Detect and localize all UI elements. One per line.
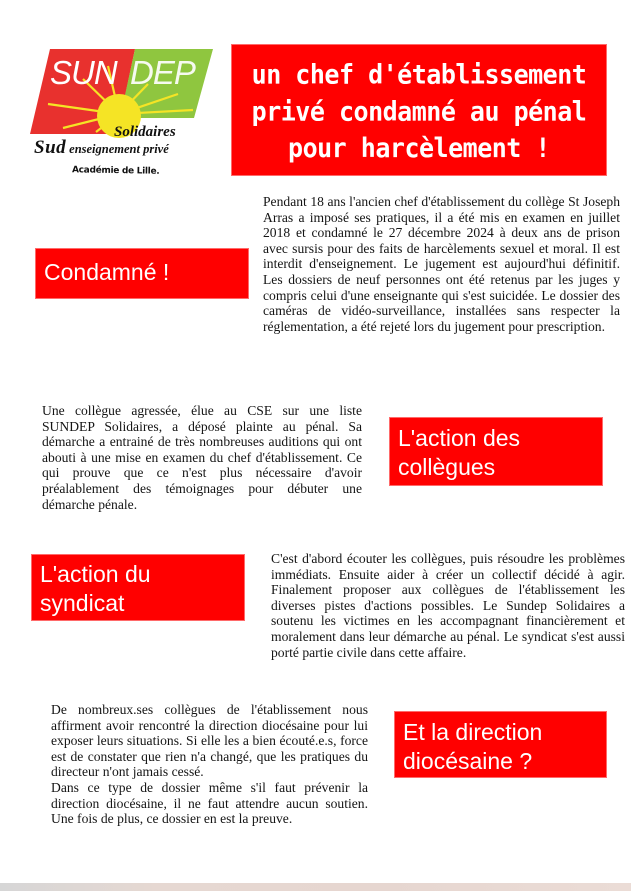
section-heading-diocese [394,711,607,778]
section-heading-line: Et la direction [403,719,543,745]
headline [252,56,587,166]
section-heading-text [390,418,602,482]
section-heading-line: L'action des [398,425,521,451]
section-heading-collegues [389,417,603,486]
section-heading-text [32,555,244,618]
section-body-condamne [263,194,620,334]
logo-graphic [28,44,218,139]
logo-text-sun: SUN [50,54,117,91]
section-heading-text: Condamné ! [44,259,170,285]
section-body-diocese [51,702,368,827]
sundep-logo [28,44,218,184]
paragraph: Dans ce type de dossier même s'il faut prévenir la direction diocésaine, il ne faut attendre aucun soutien. Une fois de plus, ce dossier en est la preuve. [51,779,368,827]
section-body-collegues [42,403,362,512]
section-heading-condamne [35,248,249,299]
page-bottom-edge [0,883,631,891]
section-heading-text [395,712,606,776]
section-heading-line: L'action du [40,561,151,587]
paragraph: De nombreux.ses collègues de l'établissement nous affirment avoir rencontré la direction diocésaine pour lui exposer leurs situations. Si elle les a bien écouté.e.s, force est de constater que rien n'a changé, que les pratiques du directeur n'ont jamais cessé. [51,702,368,780]
section-heading-line: diocésaine ? [403,748,533,774]
logo-subtitle: enseignement privé [69,142,169,156]
paragraph: C'est d'abord écouter les collègues, puis résoudre les problèmes immédiats. Ensuite aider à créer un collectif décidé à agir. Finalement proposer aux collègues de l'établissement les diverses pistes d'actions possibles. Le Sundep Solidaires a soutenu les victimes en les accompagnant financièrement et moralement dans leur démarche au pénal. Le syndicat s'est aussi porté partie civile dans cette affaire. [271,551,625,660]
headline-line: pour harcèlement ! [288,132,550,163]
paragraph: Pendant 18 ans l'ancien chef d'établissement du collège St Joseph Arras a imposé ses pratiques, il a été mis en examen en juillet 2018 et condamné le 27 décembre 2024 à deux ans de prison avec sursis pour des faits de harcèlements sexuel et moral. Il est interdit d'enseignement. Le jugement est aujourd'hui définitif. Les dossiers de neuf personnes ont été retenus par les juges y compris celui d'une enseignante qui s'est suicidée. Le dossier des caméras de vidéo-surveillance, installées sans respecter la réglementation, a été rejeté lors du jugement pour prescription. [263,194,620,334]
logo-text-solidaires: Solidaires [114,124,176,139]
section-body-syndicat [271,551,625,660]
logo-text-dep: DEP [130,54,195,91]
section-heading-line: collègues [398,454,496,480]
headline-line: privé condamné au pénal [251,95,587,127]
paragraph: Une collègue agressée, élue au CSE sur une liste SUNDEP Solidaires, a déposé plainte au pénal. Sa démarche a entrainé de très nombreuses auditions qui ont abouti à une mise en examen du chef d'établissement. Ce qui prouve que ce n'est plus nécessaire d'avoir préalablement des témoignages pour débuter une démarche pénale. [42,403,362,512]
headline-line: un chef d'établissement [251,59,587,90]
logo-sud: Sud [34,137,67,158]
headline-box [231,44,607,176]
logo-tagline [34,137,169,159]
logo-academie: Académie de Lille. [71,165,160,177]
section-heading-line: syndicat [40,590,125,616]
section-heading-syndicat [31,554,245,621]
